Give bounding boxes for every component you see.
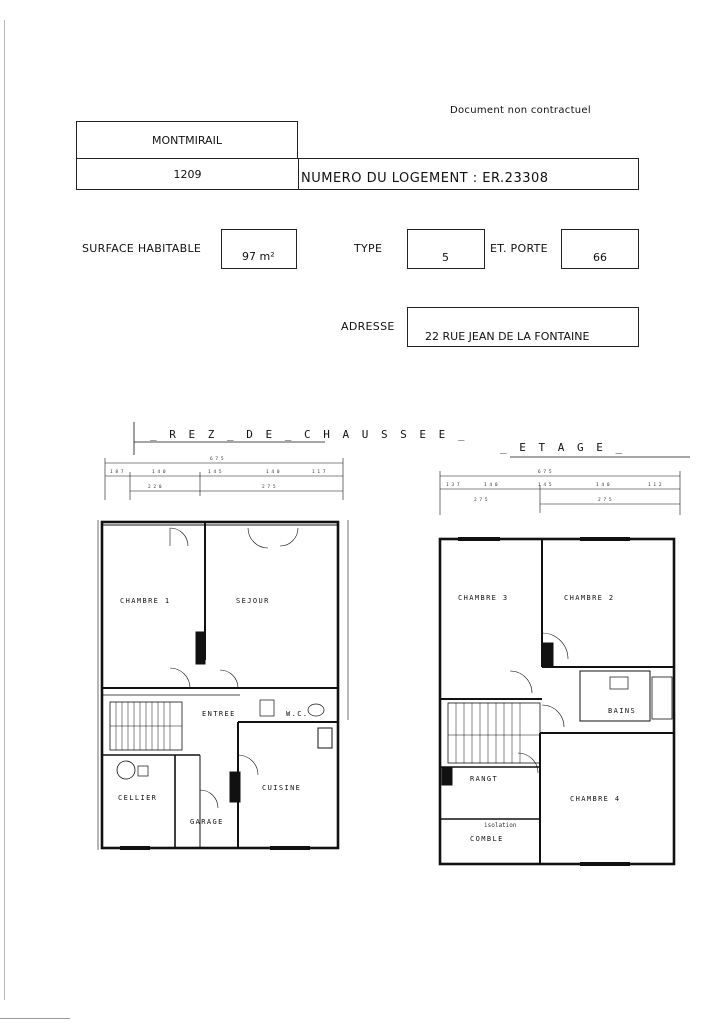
address-value: 22 RUE JEAN DE LA FONTAINE	[425, 330, 590, 343]
room-chambre-3: CHAMBRE 3	[458, 594, 509, 602]
floor-door-value: 66	[593, 251, 607, 264]
scan-edge-left	[4, 20, 5, 1000]
room-rangt: RANGT	[470, 775, 499, 783]
type-label: TYPE	[354, 242, 383, 255]
room-cellier: CELLIER	[118, 794, 158, 802]
housing-number: NUMERO DU LOGEMENT : ER.23308	[301, 171, 549, 186]
room-entree: ENTREE	[202, 710, 236, 718]
dim-segment-b: 1 4 0	[152, 470, 166, 475]
dim-segment-d: 1 4 0	[596, 483, 610, 488]
dim-total-width: 6 7 5	[210, 457, 224, 462]
ground-floor-title: _ R E Z _ D E _ C H A U S S E E _	[150, 428, 468, 441]
surface-value: 97 m²	[242, 250, 275, 263]
dim-segment-b: 1 4 0	[484, 483, 498, 488]
dim-segment-e: 1 1 7	[312, 470, 326, 475]
upper-floor-title: _ E T A G E _	[500, 441, 626, 454]
floor-door-box	[561, 229, 639, 269]
type-value: 5	[442, 251, 449, 264]
dim-right-span: 2 7 5	[598, 498, 612, 503]
row-divider	[298, 159, 299, 189]
program-name-box	[76, 121, 298, 159]
surface-box	[221, 229, 297, 269]
dim-segment-c: 1 4 5	[538, 483, 552, 488]
room-garage: GARAGE	[190, 818, 224, 826]
room-wc: W.C.	[286, 710, 309, 718]
housing-number-row	[76, 158, 639, 190]
dim-right-span: 2 7 5	[262, 485, 276, 490]
floor-door-label: ET. PORTE	[490, 242, 548, 255]
dim-segment-a: 1 8 7	[110, 470, 124, 475]
program-name: MONTMIRAIL	[152, 134, 222, 147]
dim-segment-e: 1 1 2	[648, 483, 662, 488]
address-label: ADRESSE	[341, 320, 395, 333]
surface-label: SURFACE HABITABLE	[82, 242, 202, 255]
room-cuisine: CUISINE	[262, 784, 302, 792]
dim-left-span: 2 2 0	[148, 485, 162, 490]
room-sejour: SEJOUR	[236, 597, 270, 605]
program-code: 1209	[173, 168, 202, 181]
type-box	[407, 229, 485, 269]
room-bains: BAINS	[608, 707, 637, 715]
dim-segment-a: 1 3 7	[446, 483, 460, 488]
room-comble: COMBLE	[470, 835, 504, 843]
upper-floor-plan	[430, 455, 692, 875]
label-isolation: isolation	[484, 822, 517, 829]
dim-left-span: 2 7 5	[474, 498, 488, 503]
disclaimer: Document non contractuel	[450, 105, 591, 116]
scan-edge-bottom	[0, 1018, 70, 1019]
room-chambre-2: CHAMBRE 2	[564, 594, 615, 602]
room-chambre-4: CHAMBRE 4	[570, 795, 621, 803]
dim-segment-c: 1 4 5	[208, 470, 222, 475]
dim-segment-d: 1 4 0	[266, 470, 280, 475]
address-box	[407, 307, 639, 347]
dim-total-width: 6 7 5	[538, 470, 552, 475]
ground-floor-plan	[90, 410, 360, 860]
room-chambre-1: CHAMBRE 1	[120, 597, 171, 605]
